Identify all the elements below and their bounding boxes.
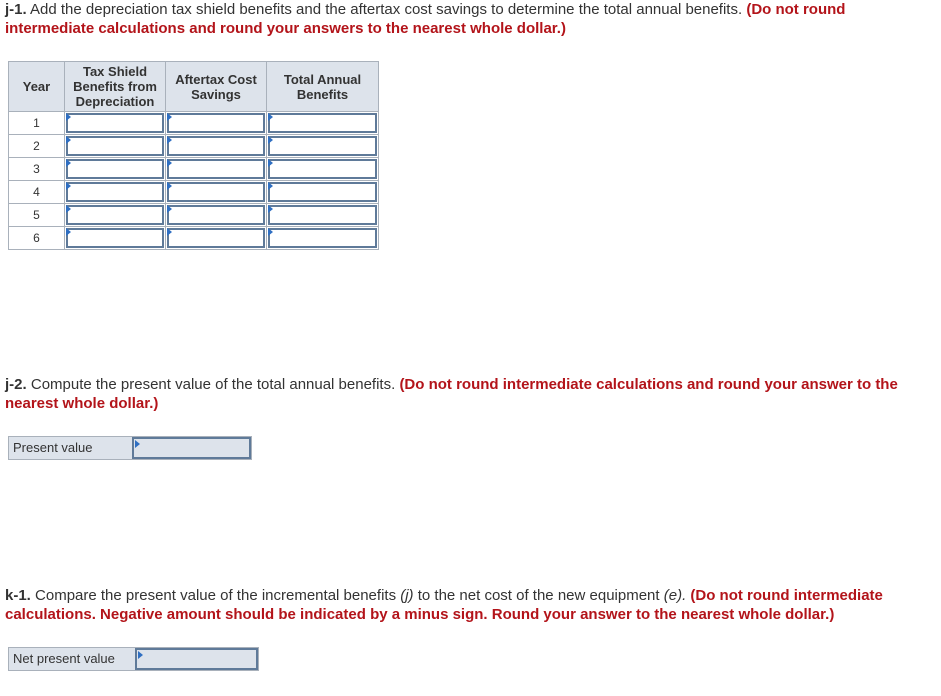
total-benefits-input[interactable] [267, 158, 379, 181]
input-marker-icon [268, 136, 273, 144]
question-number: j-2. [5, 376, 27, 393]
total-benefits-input[interactable] [267, 112, 379, 135]
question-number: j-1. [5, 1, 27, 18]
question-number: k-1. [5, 587, 31, 604]
input-marker-icon [167, 159, 172, 167]
input-marker-icon [66, 205, 71, 213]
table-row [9, 135, 379, 158]
table-row [9, 112, 379, 135]
total-benefits-input[interactable] [267, 135, 379, 158]
table-row [9, 158, 379, 181]
input-marker-icon [167, 205, 172, 213]
question-instruction: (Do not round intermediate calculations and round your answer to the nearest whole dollar.) [5, 376, 898, 412]
total-benefits-input[interactable] [267, 204, 379, 227]
input-marker-icon [268, 159, 273, 167]
question-text-b: to the net cost of the new equipment [413, 587, 664, 604]
question-instruction: (Do not round intermediate calculations. Negative amount should be indicated by a minus sign. Round your answer to the nearest whole dollar.) [5, 587, 883, 623]
net-present-value-input[interactable] [135, 648, 258, 670]
input-marker-icon [268, 205, 273, 213]
year-cell: 2 [9, 135, 65, 158]
input-marker-icon [167, 136, 172, 144]
year-cell: 6 [9, 227, 65, 250]
input-marker-icon [167, 113, 172, 121]
aftertax-savings-input[interactable] [166, 112, 267, 135]
tax-shield-input[interactable] [65, 135, 166, 158]
year-cell: 5 [9, 204, 65, 227]
aftertax-savings-input[interactable] [166, 204, 267, 227]
aftertax-savings-input[interactable] [166, 158, 267, 181]
question-text: Compare the present value of the incremental benefits [30, 587, 401, 604]
question-j1 [5, 0, 925, 38]
input-marker-icon [66, 136, 71, 144]
question-text: Add the depreciation tax shield benefits and the aftertax cost savings to determine the total annual benefits. [26, 1, 747, 18]
year-cell: 4 [9, 181, 65, 204]
header-year: Year [9, 62, 65, 112]
table-row [9, 227, 379, 250]
input-marker-icon [167, 182, 172, 190]
question-k1 [5, 586, 930, 624]
table-body [9, 112, 379, 250]
tax-shield-input[interactable] [65, 204, 166, 227]
header-aftertax-savings: Aftertax Cost Savings [166, 62, 267, 112]
input-marker-icon [66, 113, 71, 121]
input-marker-icon [268, 182, 273, 190]
benefits-table [8, 61, 379, 250]
tax-shield-input[interactable] [65, 181, 166, 204]
year-cell: 3 [9, 158, 65, 181]
aftertax-savings-input[interactable] [166, 181, 267, 204]
tax-shield-input[interactable] [65, 227, 166, 250]
present-value-input[interactable] [132, 437, 251, 459]
input-marker-icon [268, 228, 273, 236]
input-marker-icon [66, 228, 71, 236]
input-marker-icon [135, 440, 140, 448]
year-cell: 1 [9, 112, 65, 135]
net-present-value-row [8, 647, 259, 671]
input-marker-icon [66, 182, 71, 190]
aftertax-savings-input[interactable] [166, 135, 267, 158]
question-instruction: (Do not round intermediate calculations and round your answers to the nearest whole dollar.) [5, 1, 846, 37]
input-marker-icon [138, 651, 143, 659]
net-present-value-label: Net present value [13, 651, 115, 666]
aftertax-savings-input[interactable] [166, 227, 267, 250]
input-marker-icon [66, 159, 71, 167]
total-benefits-input[interactable] [267, 181, 379, 204]
table-row [9, 181, 379, 204]
question-j2 [5, 375, 930, 413]
input-marker-icon [268, 113, 273, 121]
present-value-label: Present value [13, 440, 93, 455]
table-row [9, 204, 379, 227]
question-text: Compute the present value of the total annual benefits. [26, 376, 400, 393]
header-tax-shield: Tax Shield Benefits from Depreciation [65, 62, 166, 112]
question-ref-e: (e). [663, 587, 687, 604]
header-total-benefits: Total Annual Benefits [267, 62, 379, 112]
input-marker-icon [167, 228, 172, 236]
present-value-row [8, 436, 252, 460]
total-benefits-input[interactable] [267, 227, 379, 250]
tax-shield-input[interactable] [65, 112, 166, 135]
tax-shield-input[interactable] [65, 158, 166, 181]
question-ref-j: (j) [400, 587, 414, 604]
